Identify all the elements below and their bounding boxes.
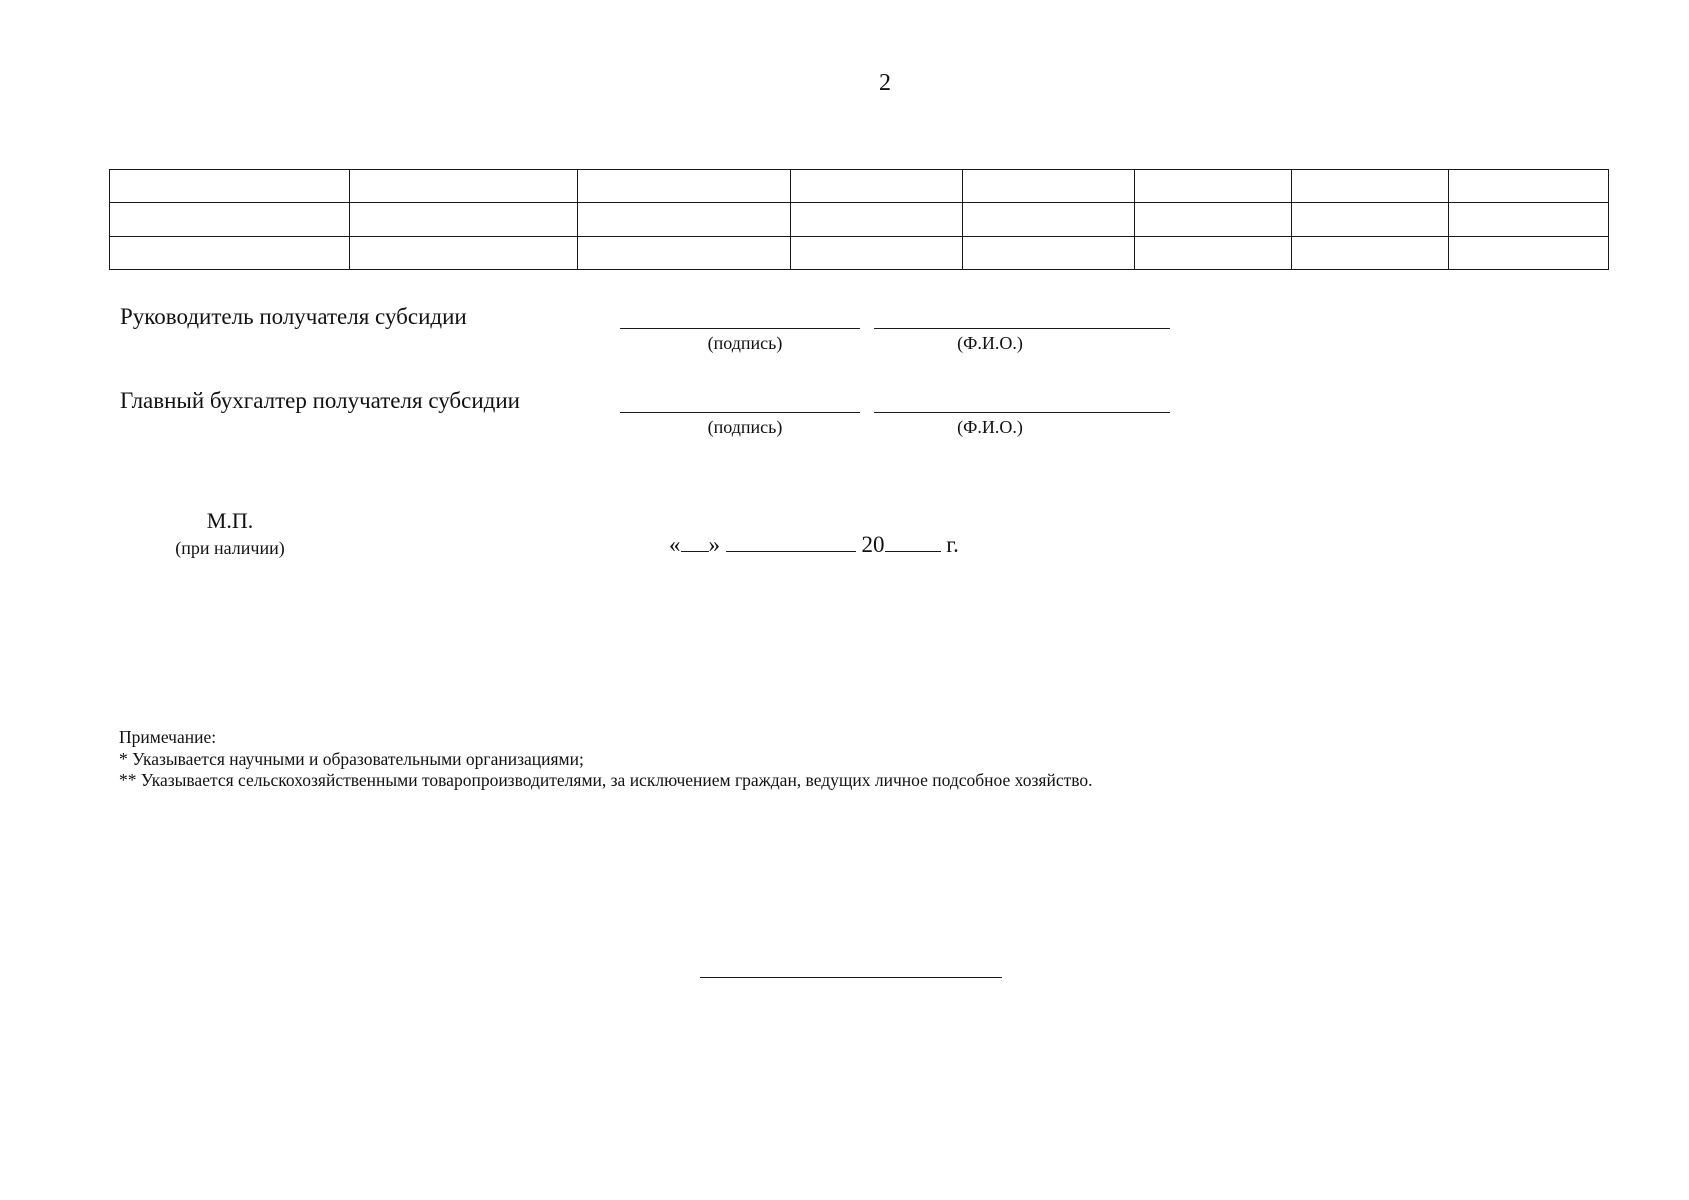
stamp-label: М.П. (206, 508, 254, 533)
table-cell (1449, 203, 1609, 236)
table-cell (963, 170, 1135, 203)
accountant-signature-caption: (подпись) (707, 417, 783, 437)
head-role-label: Руководитель получателя субсидии (120, 304, 467, 329)
accountant-name-caption: (Ф.И.О.) (957, 417, 1023, 437)
head-name-caption: (Ф.И.О.) (957, 333, 1023, 353)
table-row (110, 170, 1609, 203)
date-open-quote: « (669, 532, 681, 557)
table-cell (578, 170, 791, 203)
table-cell (963, 236, 1135, 269)
year-prefix: 20 (861, 532, 885, 557)
year-suffix: г. (946, 532, 959, 557)
accountant-signature-line[interactable] (620, 412, 860, 413)
note-item: * Указывается научными и образовательными организациями; (119, 748, 584, 769)
date-close-quote: » (708, 532, 720, 557)
table-cell (110, 170, 350, 203)
table-cell (110, 236, 350, 269)
note-item: ** Указывается сельскохозяйственными товаропроизводителями, за исключением граждан, ведущих личное подсобное хозяйство. (119, 770, 1093, 790)
table-cell (1135, 236, 1292, 269)
head-name-line[interactable] (874, 328, 1170, 329)
table-cell (1292, 203, 1449, 236)
notes (119, 727, 1093, 792)
table-cell (1135, 203, 1292, 236)
day-blank[interactable] (681, 533, 709, 552)
table-cell (1449, 236, 1609, 269)
table-cell (110, 203, 350, 236)
table-cell (791, 203, 963, 236)
accountant-role-label: Главный бухгалтер получателя субсидии (120, 388, 520, 413)
table-cell (1449, 170, 1609, 203)
table-cell (791, 170, 963, 203)
end-divider (700, 977, 1002, 978)
table-cell (963, 203, 1135, 236)
table-row (110, 203, 1609, 236)
table-cell (350, 170, 578, 203)
date-field[interactable] (669, 532, 959, 558)
table-cell (1292, 170, 1449, 203)
table-cell (350, 236, 578, 269)
table-cell (791, 236, 963, 269)
table-cell (1135, 170, 1292, 203)
accountant-name-line[interactable] (874, 412, 1170, 413)
table-cell (578, 203, 791, 236)
head-signature-caption: (подпись) (707, 333, 783, 353)
notes-heading: Примечание: (119, 727, 217, 747)
table-cell (350, 203, 578, 236)
month-blank[interactable] (726, 533, 856, 552)
page-number: 2 (879, 70, 891, 96)
table-cell (1292, 236, 1449, 269)
table-cell (578, 236, 791, 269)
stamp-note: (при наличии) (175, 538, 285, 558)
table-row (110, 236, 1609, 269)
data-table (109, 169, 1609, 270)
year-blank[interactable] (885, 533, 941, 552)
head-signature-line[interactable] (620, 328, 860, 329)
